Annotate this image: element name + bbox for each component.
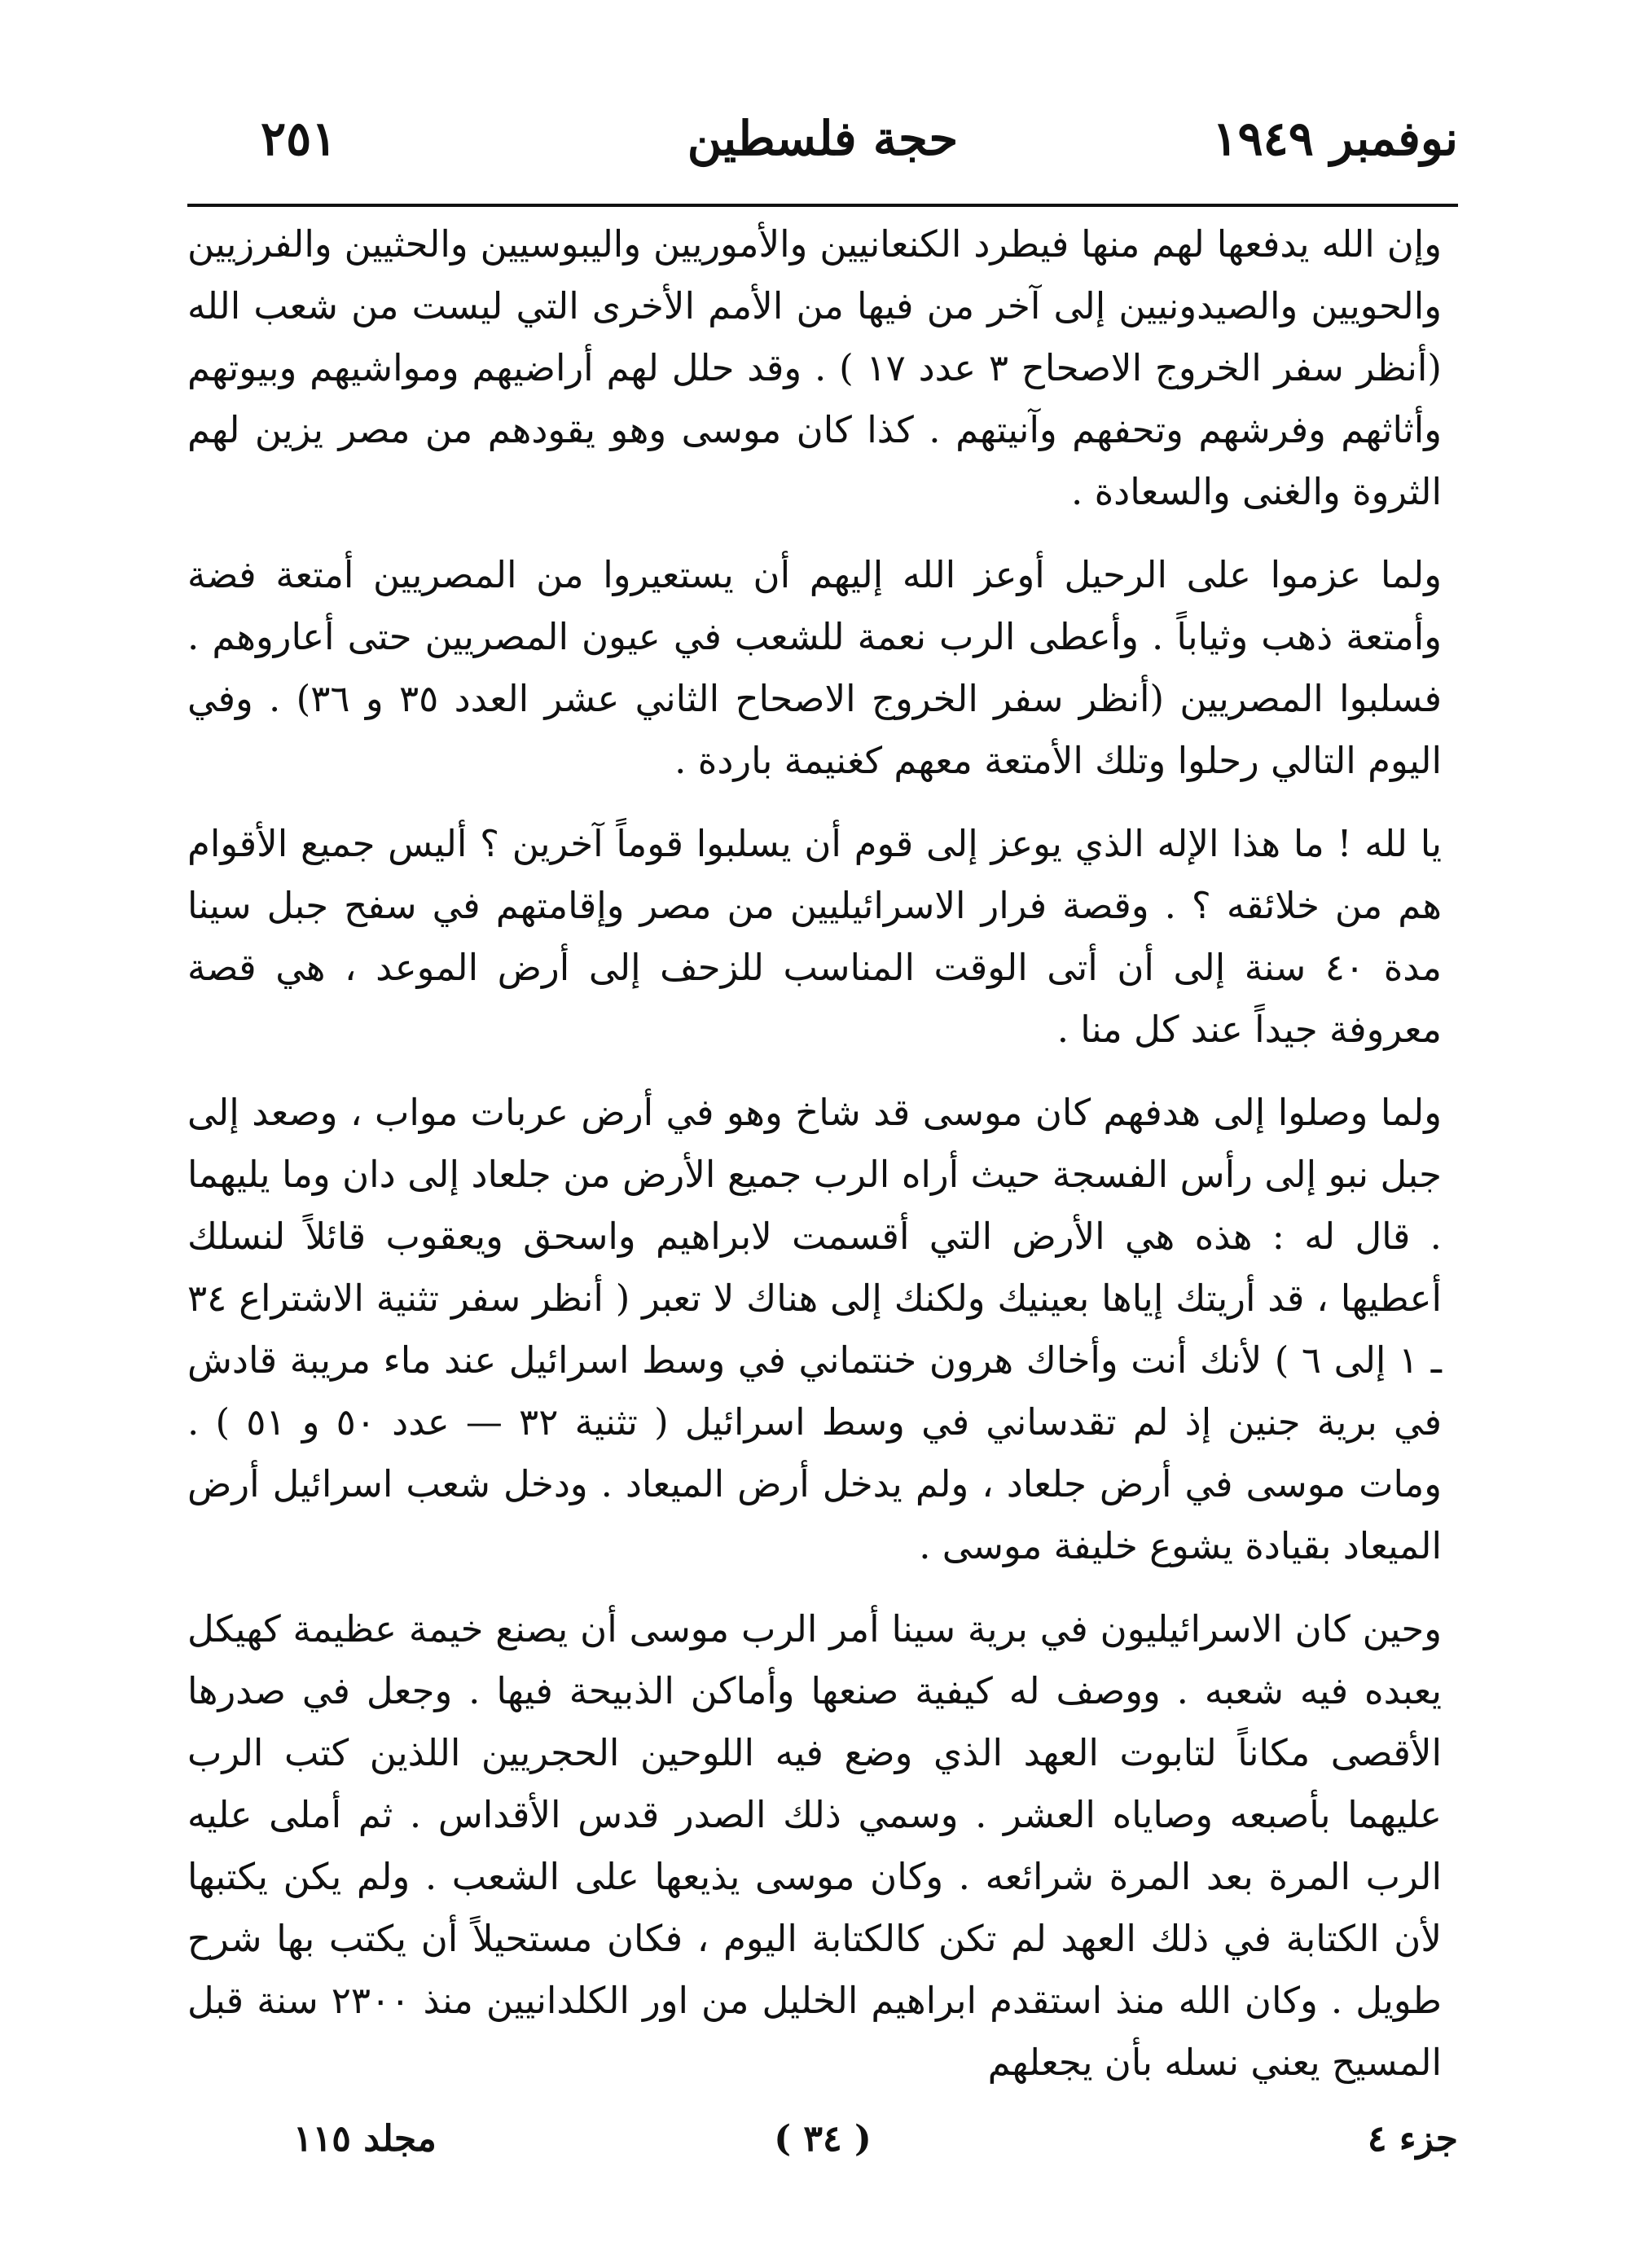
running-title: حجة فلسطين [687, 111, 959, 166]
issue-date: نوفمبر ١٩٤٩ [1212, 111, 1458, 166]
part-number: جزء ٤ [1367, 2118, 1458, 2160]
paragraph-1: وإن الله يدفعها لهم منها فيطرد الكنعانيين والأموريين واليبوسيين والحثيين والفرزيين والحويين والصيدونيين إلى آخر من فيها من الأمم الأخرى التي ليست من شعب الله (أنظر سفر الخروج الاصحاح ٣ عدد ١٧ ) . وقد حلل لهم أراضيهم ومواشيهم وبيوتهم وأثاثهم وفرشهم وتحفهم وآنيتهم . كذا كان موسى وهو يقودهم من مصر يزين لهم الثروة والغنى والسعادة . [187, 222, 1442, 513]
paragraph-4: ولما وصلوا إلى هدفهم كان موسى قد شاخ وهو في أرض عربات مواب ، وصعد إلى جبل نبو إلى رأس الفسجة حيث أراه الرب جميع الأرض من جلعاد إلى دان وما يليهما . قال له : هذه هي الأرض التي أقسمت لابراهيم واسحق ويعقوب قائلاً لنسلك أعطيها ، قد أريتك إياها بعينيك ولكنك إلى هناك لا تعبر ( أنظر سفر تثنية الاشتراع ٣٤ ـ ١ إلى ٦ ) لأنك أنت وأخاك هرون خنتماني في وسط اسرائيل عند ماء مريبة قادش في برية جنين إذ لم تقدساني في وسط اسرائيل ( تثنية ٣٢ — عدد ٥٠ و ٥١ ) . ومات موسى في أرض جلعاد ، ولم يدخل أرض الميعاد . ودخل شعب اسرائيل أرض الميعاد بقيادة يشوع خليفة موسى . [187, 1091, 1442, 1567]
body-text [187, 213, 1442, 2115]
paragraph-5: وحين كان الاسرائيليون في برية سينا أمر الرب موسى أن يصنع خيمة عظيمة كهيكل يعبده فيه شعبه . ووصف له كيفية صنعها وأماكن الذبيحة فيها . وجعل في صدرها الأقصى مكاناً لتابوت العهد الذي وضع فيه اللوحين الحجريين اللذين كتب الرب عليهما بأصبعه وصاياه العشر . وسمي ذلك الصدر قدس الأقداس . ثم أملى عليه الرب المرة بعد المرة شرائعه . وكان موسى يذيعها على الشعب . ولم يكن يكتبها لأن الكتابة في ذلك العهد لم تكن كالكتابة اليوم ، فكان مستحيلاً أن يكتب بها شرح طويل . وكان الله منذ استقدم ابراهيم الخليل من اور الكلدانيين منذ ٢٣٠٠ سنة قبل المسيح يعني نسله بأن يجعلهم [187, 1607, 1442, 2084]
page-header [187, 104, 1458, 194]
sheet-number: ( ٣٤ ) [774, 2118, 872, 2160]
page-number: ٢٥١ [261, 111, 337, 166]
paragraph-3: يا لله ! ما هذا الإله الذي يوعز إلى قوم أن يسلبوا قوماً آخرين ؟ أليس جميع الأقوام هم من خلائقه ؟ . وقصة فرار الاسرائيليين من مصر وإقامتهم في سفح جبل سينا مدة ٤٠ سنة إلى أن أتى الوقت المناسب للزحف إلى أرض الموعد ، هي قصة معروفة جيداً عند كل منا . [187, 822, 1442, 1051]
paragraph-2: ولما عزموا على الرحيل أوعز الله إليهم أن يستعيروا من المصريين أمتعة فضة وأمتعة ذهب وثياباً . وأعطى الرب نعمة للشعب في عيون المصريين حتى أعاروهم . فسلبوا المصريين (أنظر سفر الخروج الاصحاح الثاني عشر العدد ٣٥ و ٣٦) . وفي اليوم التالي رحلوا وتلك الأمتعة معهم كغنيمة باردة . [187, 553, 1443, 782]
volume-number: مجلد ١١٥ [293, 2118, 437, 2160]
header-rule [187, 204, 1458, 207]
page-footer [187, 2118, 1458, 2183]
